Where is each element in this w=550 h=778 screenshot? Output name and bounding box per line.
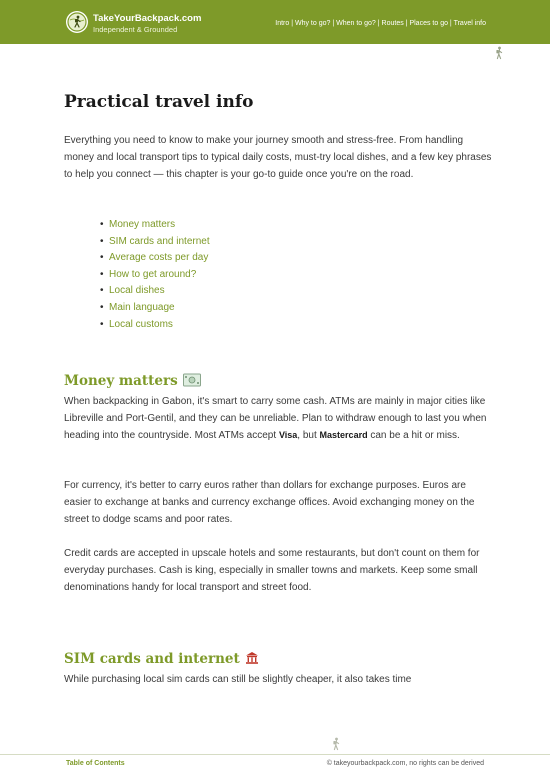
nav-separator: | [330, 20, 335, 27]
intro-paragraph: Everything you need to know to make your journey smooth and stress-free. From handling money and local transport tips to typical daily costs, must-try local dishes, and a few key phrases to help you connect — this chapter is your go-to guide once you're on the road. [64, 135, 492, 180]
table-of-contents-link[interactable]: Table of Contents [66, 760, 125, 767]
section-heading-sim [64, 651, 259, 667]
sim-paragraph-1: While purchasing local sim cards can still be slightly cheaper, it also takes time [64, 674, 412, 685]
nav-item-when-to-go[interactable]: When to go? [336, 20, 376, 27]
toc-link-average-costs[interactable]: Average costs per day [109, 252, 209, 264]
mastercard-brand-text: Mastercard [319, 430, 368, 440]
nav-item-places-to-go[interactable]: Places to go [409, 20, 448, 27]
toc-link-get-around[interactable]: How to get around? [109, 268, 197, 280]
money-paragraph-2: For currency, it's better to carry euros rather than dollars for exchange purposes. Euros are easier to exchange at banks and currency exchange offices. Avoid exchanging money on the street to dodge scams and poor rates. [64, 480, 475, 525]
money-banknote-icon [183, 373, 201, 387]
bank-building-icon [245, 651, 259, 665]
section-heading-money [64, 373, 201, 389]
toc-link-main-language[interactable]: Main language [109, 301, 175, 313]
nav-item-intro[interactable]: Intro [275, 20, 290, 27]
money-paragraph-3: Credit cards are accepted in upscale hotels and some restaurants, but don't count on them for everyday purchases. Cash is king, especially in smaller towns and markets. Keep some small denominations handy for local transport and street food. [64, 548, 480, 593]
top-navigation [275, 20, 486, 27]
nav-item-routes[interactable]: Routes [381, 20, 404, 27]
globe-hiker-icon [66, 11, 88, 33]
list-item: • Local customs [100, 318, 173, 330]
nav-separator: | [403, 20, 408, 27]
toc-link-sim-cards[interactable]: SIM cards and internet [109, 235, 210, 247]
list-item: • Money matters [100, 219, 176, 230]
section-heading-text: SIM cards and internet [64, 651, 240, 667]
section-heading-text: Money matters [64, 373, 178, 389]
nav-item-why-to-go[interactable]: Why to go? [294, 20, 331, 27]
money-paragraph-1: When backpacking in Gabon, it's smart to carry some cash. ATMs are mainly in major cities like Libreville and Port-Gentil, and they can be unreliable. Plan to withdraw enough to last you when heading into the countryside. Most ATMs accept Visa, but Mastercard can be a hit or miss. [64, 396, 487, 441]
nav-separator: | [375, 20, 380, 27]
visa-brand-text: Visa [278, 430, 298, 440]
hiker-icon [330, 737, 342, 751]
toc-link-local-dishes[interactable]: Local dishes [109, 285, 165, 297]
list-item: • How to get around? [100, 268, 197, 280]
toc-link-local-customs[interactable]: Local customs [109, 318, 173, 330]
page-header [0, 0, 550, 44]
list-item: • Local dishes [100, 285, 165, 297]
list-item: • SIM cards and internet [100, 235, 210, 247]
toc-link-money-matters[interactable]: Money matters [109, 219, 176, 230]
footer-copyright: © takeyourbackpack.com, no rights can be derived [326, 760, 484, 767]
nav-separator: | [289, 20, 294, 27]
page-title: Practical travel info [64, 92, 254, 112]
nav-item-travel-info[interactable]: Travel info [453, 20, 486, 27]
hiker-icon [493, 46, 505, 60]
list-item: • Average costs per day [100, 252, 209, 264]
list-item: • Main language [100, 301, 175, 313]
footer-divider [0, 754, 550, 755]
brand-logo[interactable] [66, 11, 88, 33]
chapter-contents-list [100, 217, 210, 333]
nav-separator: | [447, 20, 452, 27]
brand-tagline: Independent & Grounded [93, 25, 178, 34]
brand-name[interactable]: TakeYourBackpack.com [93, 13, 202, 24]
